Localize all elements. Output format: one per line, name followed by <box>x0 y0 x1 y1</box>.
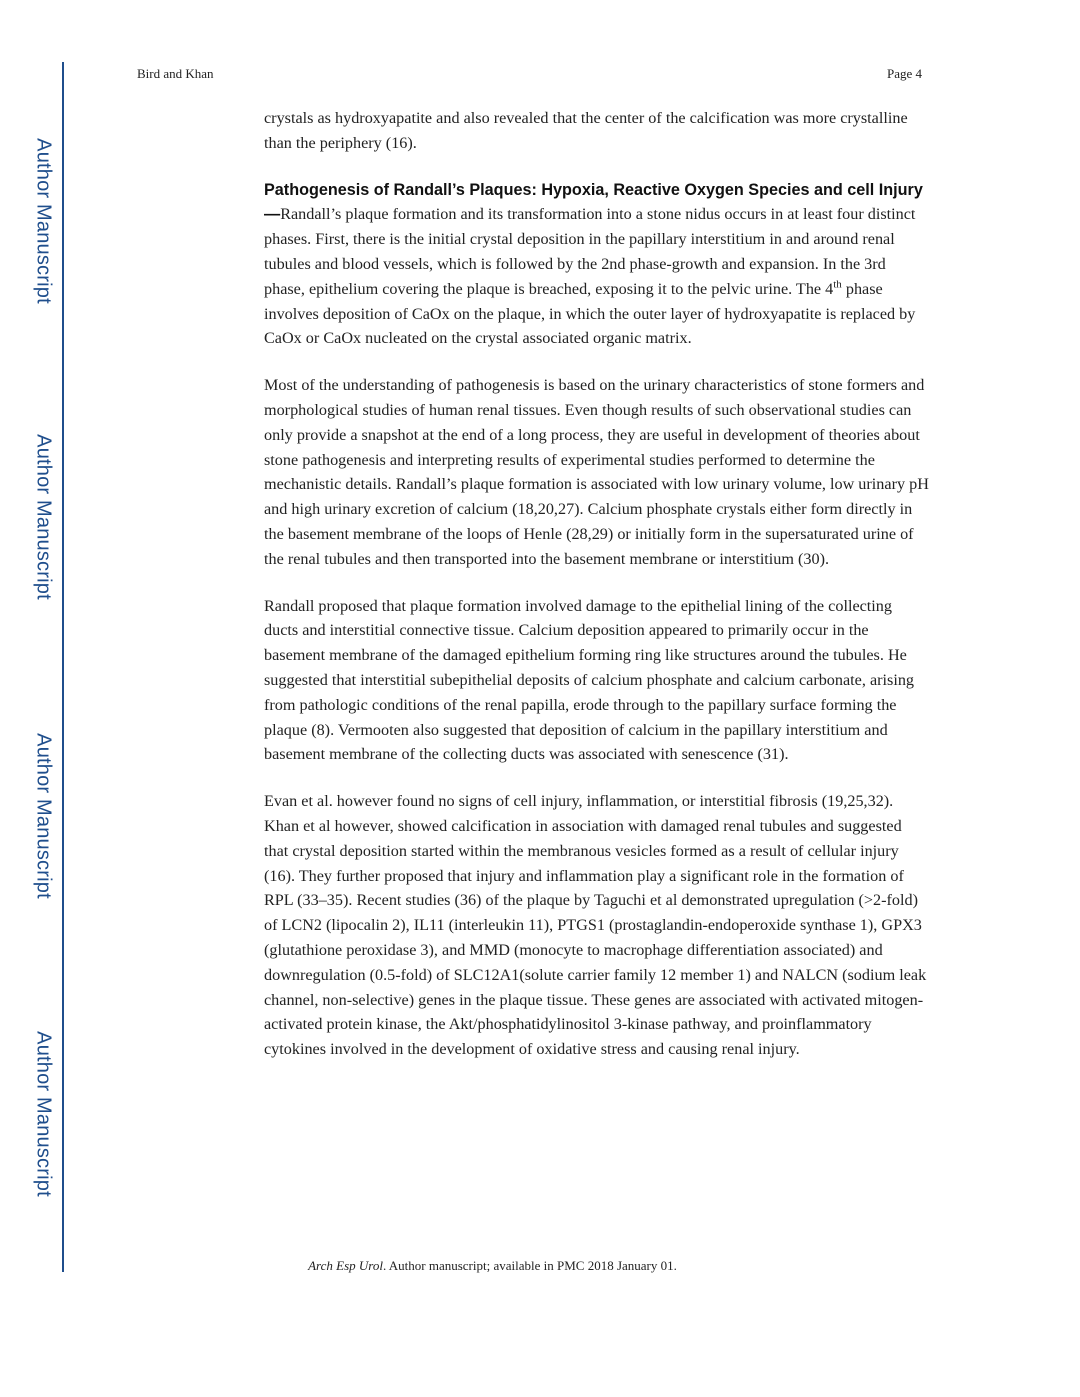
paragraph-2-text-a: Randall’s plaque formation and its transformation into a stone nidus occurs in at least four distinct phases. First, there is the initial crystal deposition in the papillary interstitium in and around renal tubules and blood vessels, which is followed by the 2nd phase-growth and expansion. In the 3rd phase, epithelium covering the plaque is breached, exposing it to the pelvic urine. The 4 <box>264 205 916 298</box>
paragraph-4: Randall proposed that plaque formation involved damage to the epithelial lining of the collecting ducts and interstitial connective tissue. Calcium deposition appeared to primarily occur in the basement membrane of the damaged epithelium forming ring like structures around the tubules. He suggested that interstitial subepithelial deposits of calcium phosphate and calcium carbonate, arising from pathologic conditions of the renal papilla, erode through to the papillary surface forming the plaque (8). Vermooten also suggested that deposition of calcium in the papillary interstitium and basement membrane of the collecting ducts was associated with senescence (31). <box>264 596 915 764</box>
paragraph-2 <box>264 178 929 352</box>
running-head-authors: Bird and Khan <box>137 66 214 81</box>
author-manuscript-label-2: Author Manuscript <box>32 434 55 600</box>
paragraph-5: Evan et al. however found no signs of cell injury, inflammation, or interstitial fibrosis (19,25,32). Khan et al however, showed calcification in association with damaged renal tubules and suggested that crystal deposition started within the membranous vesicles formed as a result of cellular injury (16). They further proposed that injury and inflammation play a significant role in the formation of RPL (33–35). Recent studies (36) of the plaque by Taguchi et al demonstrated upregulation (>2-fold) of LCN2 (lipocalin 2), IL11 (interleukin 11), PTGS1 (prostaglandin-endoperoxide synthase 1), GPX3 (glutathione peroxidase 3), and MMD (monocyte to macrophage differentiation associated) and downregulation (0.5-fold) of SLC12A1(solute carrier family 12 member 1) and NALCN (sodium leak channel, non-selective) genes in the plaque tissue. These genes are associated with activated mitogen-activated protein kinase, the Akt/phosphatidylinositol 3-kinase pathway, and proinflammatory cytokines involved in the development of oxidative stress and causing renal injury. <box>264 792 927 1059</box>
page-footer <box>0 1258 985 1274</box>
paragraph-3: Most of the understanding of pathogenesis is based on the urinary characteristics of stone formers and morphological studies of human renal tissues. Even though results of such observational studies can only provide a snapshot at the end of a long process, they are useful in development of theories about stone pathogenesis and interpreting results of experimental studies performed to determine the mechanistic details. Randall’s plaque formation is associated with low urinary volume, low urinary pH and high urinary excretion of calcium (18,20,27). Calcium phosphate crystals either form directly in the basement membrane of the loops of Henle (28,29) or initially form in the supersaturated urine of the renal tubules and then transported into the basement membrane or interstitium (30). <box>264 376 929 568</box>
paragraph-2-text-b: phase involves deposition of CaOx on the plaque, in which the outer layer of hydroxyapatite is replaced by CaOx or CaOx nucleated on the crystal associated organic matrix. <box>264 279 916 348</box>
superscript-th: th <box>833 278 842 291</box>
running-head-page-number: Page 4 <box>886 66 922 81</box>
footer-text: . Author manuscript; available in PMC 2018 January 01. <box>382 1258 677 1273</box>
margin-rule <box>62 62 64 1272</box>
section-run-in-heading: Pathogenesis of Randall’s Plaques: Hypoxia, Reactive Oxygen Species and cell Injury— <box>264 180 923 224</box>
article-body <box>264 106 929 1084</box>
author-manuscript-label-3: Author Manuscript <box>32 733 55 899</box>
author-manuscript-label-1: Author Manuscript <box>32 138 55 304</box>
paragraph-1: crystals as hydroxyapatite and also revealed that the center of the calcification was more crystalline than the periphery (16). <box>264 109 908 152</box>
footer-journal-name: Arch Esp Urol <box>308 1258 383 1273</box>
author-manuscript-label-4: Author Manuscript <box>32 1031 55 1197</box>
